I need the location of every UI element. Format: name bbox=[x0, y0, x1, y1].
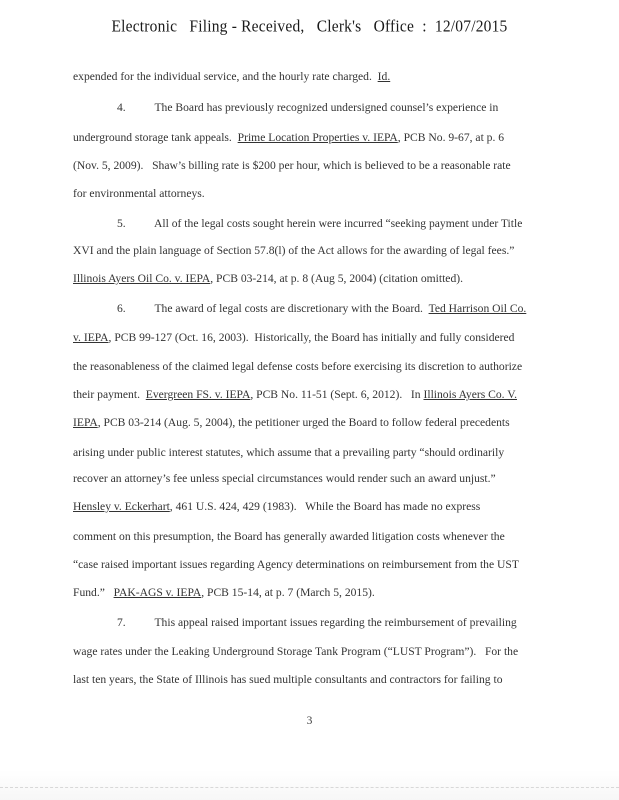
text-segment: Fund.” bbox=[73, 586, 114, 599]
case-citation: Id. bbox=[377, 70, 391, 83]
page-number: 3 bbox=[306, 715, 313, 727]
case-citation: v. IEPA bbox=[73, 331, 109, 344]
text-segment: arising under public interest statutes, which assume that a prevailing party “should ordinarily bbox=[73, 446, 505, 459]
text-segment: , PCB 15-14, at p. 7 (March 5, 2015). bbox=[201, 586, 375, 599]
text-line bbox=[117, 302, 526, 315]
text-line bbox=[73, 70, 390, 83]
text-segment: 4. The Board has previously recognized undersigned counsel’s experience in bbox=[117, 101, 499, 114]
text-segment: , PCB No. 11-51 (Sept. 6, 2012). In bbox=[250, 388, 424, 401]
case-citation: Evergreen FS. v. IEPA bbox=[145, 388, 251, 401]
text-line bbox=[73, 446, 504, 459]
text-line bbox=[73, 558, 519, 571]
text-line bbox=[73, 272, 463, 285]
text-line bbox=[73, 187, 205, 200]
text-segment: , PCB 03-214 (Aug. 5, 2004), the petitioner urged the Board to follow federal precedents bbox=[97, 416, 510, 429]
filing-stamp-text: Electronic Filing - Received, Clerk's Office : 12/07/2015 bbox=[111, 16, 508, 36]
text-line bbox=[73, 159, 511, 172]
case-citation: IEPA bbox=[73, 416, 98, 429]
text-line bbox=[117, 616, 517, 629]
case-citation: Hensley v. Eckerhart bbox=[73, 500, 170, 513]
case-citation: Ted Harrison Oil Co. bbox=[428, 302, 527, 315]
text-segment: last ten years, the State of Illinois has sued multiple consultants and contractors for failing to bbox=[73, 673, 503, 686]
text-segment: , PCB 03-214, at p. 8 (Aug 5, 2004) (citation omitted). bbox=[210, 272, 463, 285]
text-segment: wage rates under the Leaking Underground Storage Tank Program (“LUST Program”). For the bbox=[73, 645, 519, 658]
text-segment: , PCB 99-127 (Oct. 16, 2003). Historically, the Board has initially and fully considered bbox=[108, 331, 515, 344]
text-segment: 5. All of the legal costs sought herein were incurred “seeking payment under Title bbox=[117, 217, 523, 230]
text-line bbox=[73, 530, 505, 543]
text-line bbox=[73, 416, 510, 429]
text-segment: expended for the individual service, and the hourly rate charged. bbox=[73, 70, 378, 83]
text-line bbox=[73, 244, 514, 257]
text-line bbox=[73, 388, 517, 401]
case-citation: Illinois Ayers Co. V. bbox=[423, 388, 518, 401]
case-citation: Prime Location Properties v. IEPA bbox=[237, 131, 398, 144]
scan-bottom-edge bbox=[0, 770, 619, 800]
text-segment: , PCB No. 9-67, at p. 6 bbox=[397, 131, 505, 144]
text-segment: their payment. bbox=[73, 388, 146, 401]
text-segment: 7. This appeal raised important issues regarding the reimbursement of prevailing bbox=[117, 616, 517, 629]
case-citation: Illinois Ayers Oil Co. v. IEPA bbox=[73, 272, 211, 285]
text-line bbox=[73, 131, 504, 144]
text-line bbox=[73, 331, 514, 344]
text-segment: 6. The award of legal costs are discretionary with the Board. bbox=[117, 302, 429, 315]
filing-stamp-header bbox=[0, 17, 619, 37]
text-line bbox=[73, 673, 503, 686]
text-line bbox=[73, 586, 375, 599]
text-segment: recover an attorney’s fee unless special circumstances would render such an award unjust.” bbox=[73, 472, 496, 485]
text-segment: for environmental attorneys. bbox=[73, 187, 205, 200]
scan-artifact-line bbox=[0, 787, 619, 788]
text-segment: XVI and the plain language of Section 57.8(l) of the Act allows for the awarding of legal fees.” bbox=[73, 244, 515, 257]
text-segment: (Nov. 5, 2009). Shaw’s billing rate is $200 per hour, which is believed to be a reasonable rate bbox=[73, 159, 511, 172]
text-line bbox=[117, 101, 498, 114]
text-line bbox=[73, 500, 480, 513]
text-segment: underground storage tank appeals. bbox=[73, 131, 238, 144]
text-segment: comment on this presumption, the Board has generally awarded litigation costs whenever the bbox=[73, 530, 505, 543]
text-line bbox=[73, 360, 522, 373]
text-segment: the reasonableness of the claimed legal defense costs before exercising its discretion to authorize bbox=[73, 360, 523, 373]
text-line bbox=[117, 217, 522, 230]
text-segment: “case raised important issues regarding Agency determinations on reimbursement from the UST bbox=[73, 558, 519, 571]
text-line bbox=[73, 645, 518, 658]
case-citation: PAK-AGS v. IEPA bbox=[113, 586, 202, 599]
text-line bbox=[73, 472, 496, 485]
text-segment: , 461 U.S. 424, 429 (1983). While the Board has made no express bbox=[169, 500, 481, 513]
